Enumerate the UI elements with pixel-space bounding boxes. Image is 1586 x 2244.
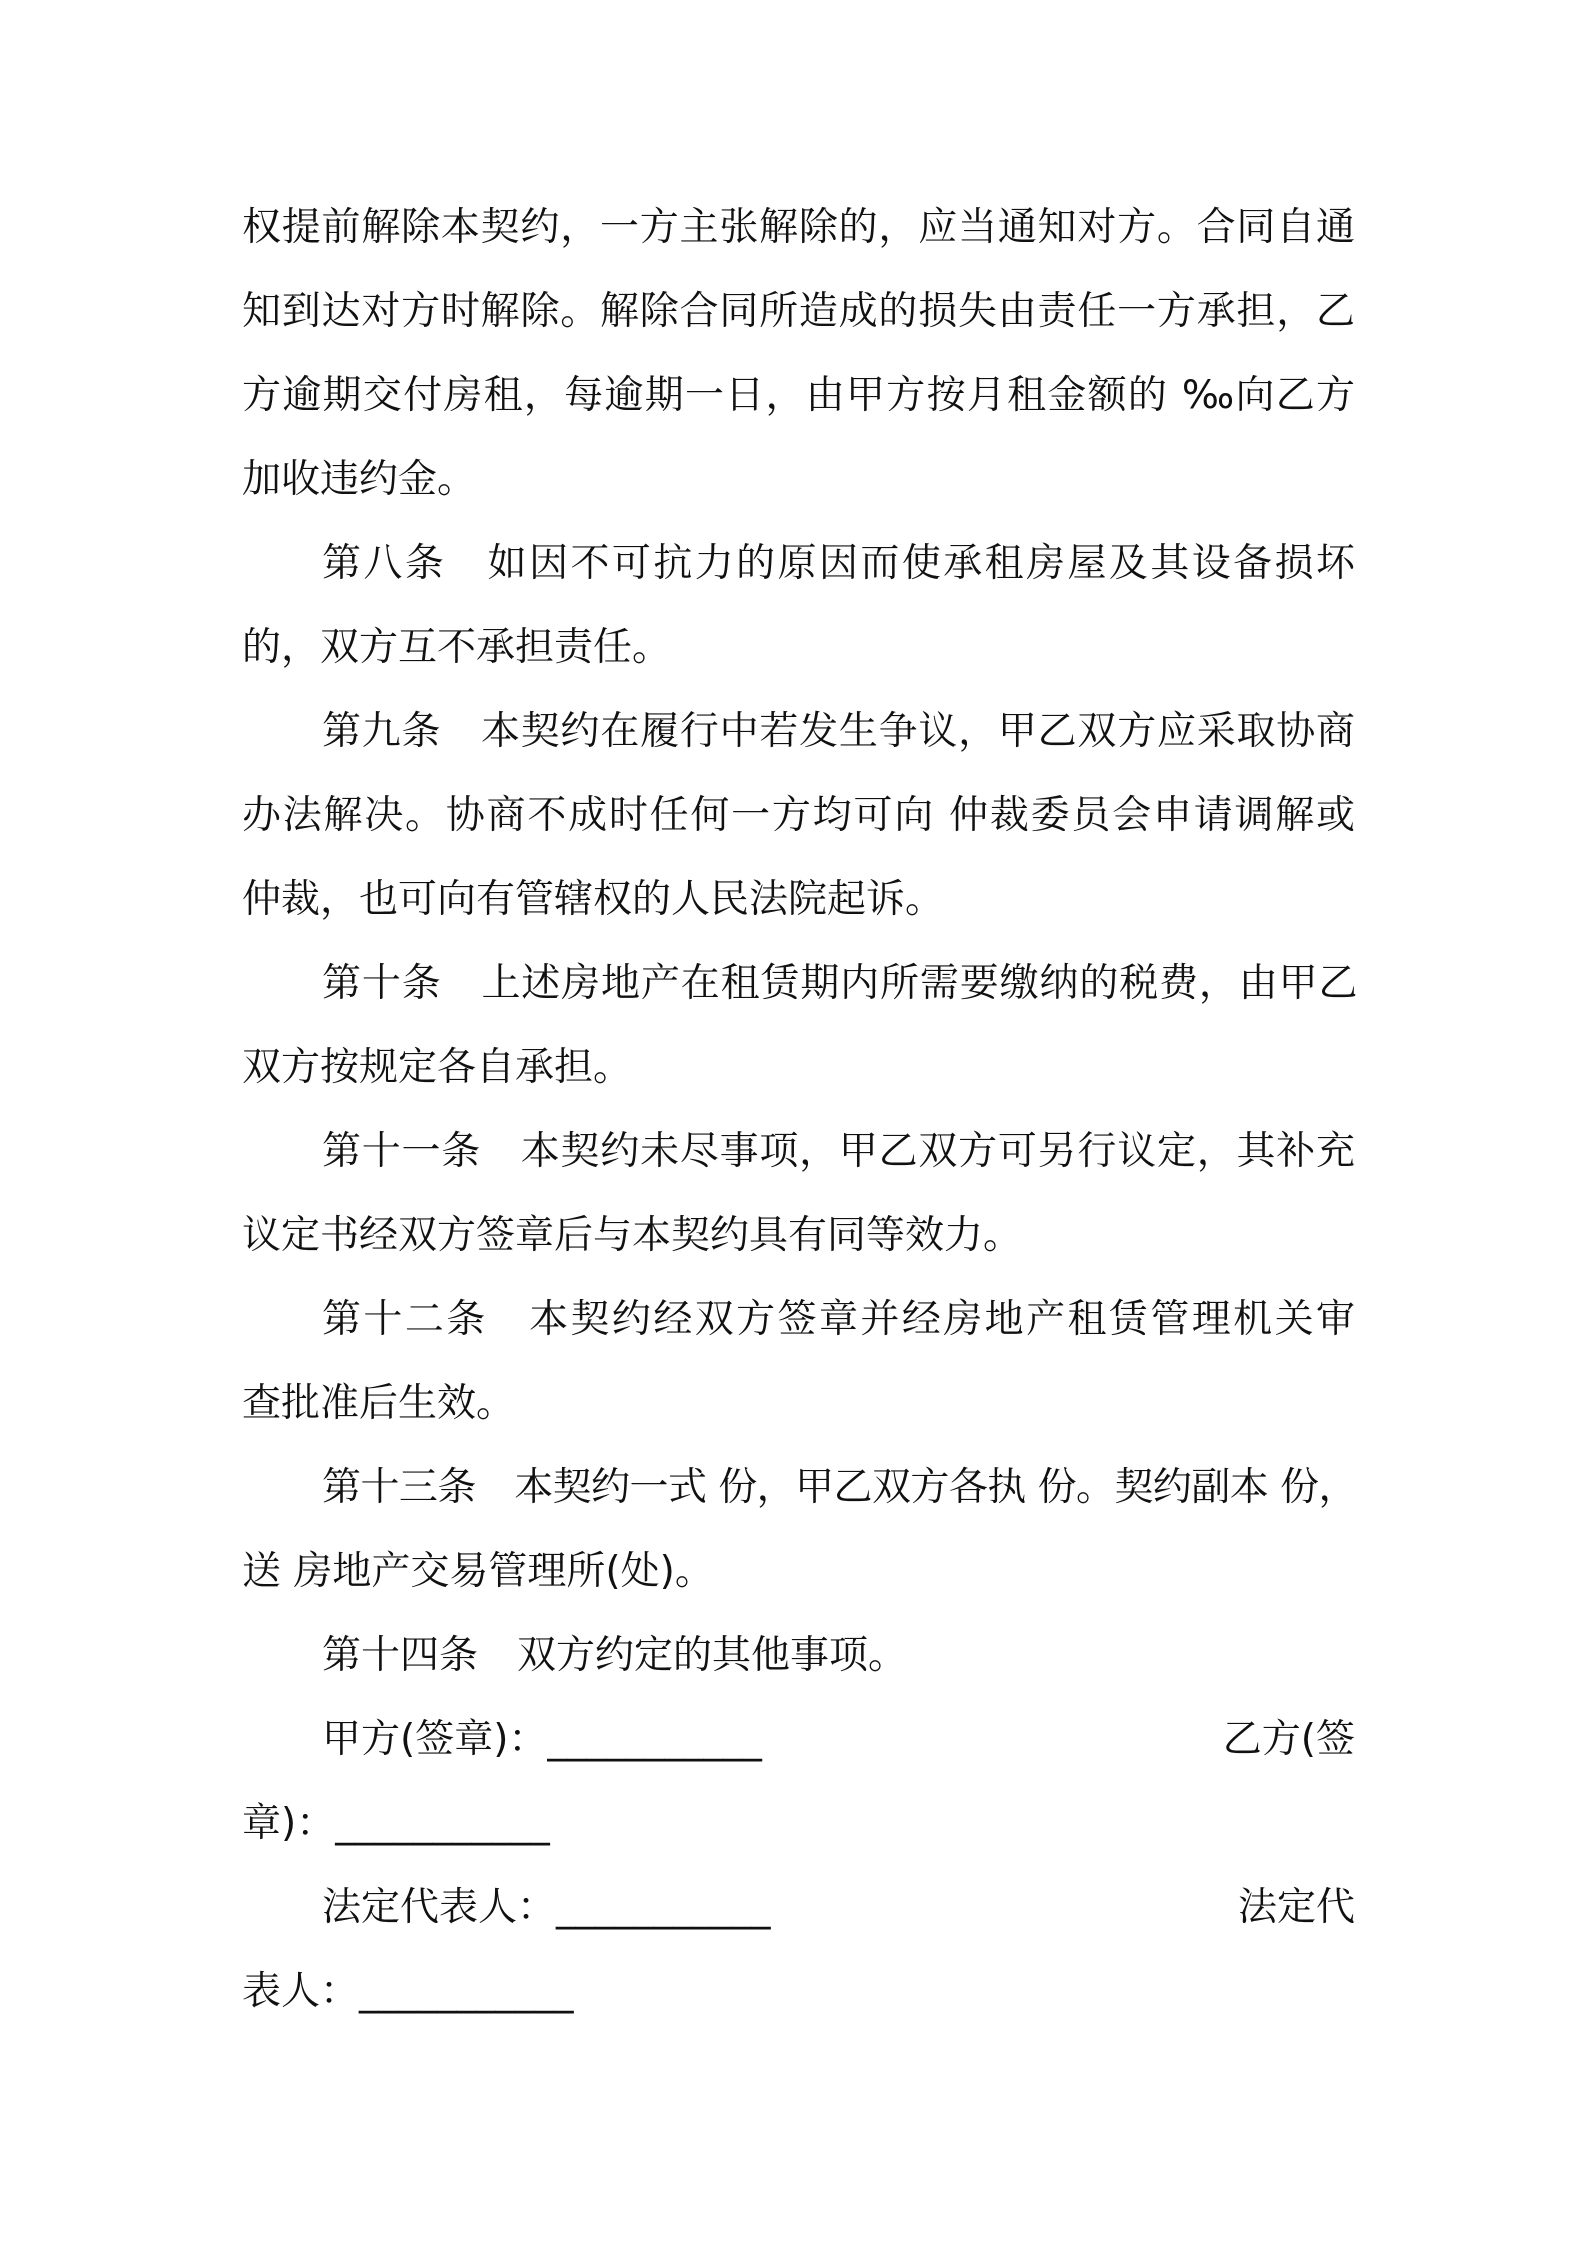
contract-line: 加收违约金。 — [242, 457, 477, 502]
signature-row-party-a — [242, 1698, 1355, 1782]
contract-line: 查批准后生效。 — [242, 1381, 516, 1426]
article-8-heading-line: 第八条 如因不可抗力的原因而使承租房屋及其设备损坏 — [322, 541, 1355, 586]
contract-line: 双方按规定各自承担。 — [242, 1045, 633, 1090]
article-12-heading-line: 第十二条 本契约经双方签章并经房地产租赁管理机关审 — [322, 1297, 1355, 1342]
party-b-representative-field: 表人：___________ — [242, 1969, 574, 2014]
party-a-representative-field: 法定代表人：___________ — [322, 1885, 771, 1930]
party-a-signature-field: 甲方(签章)：___________ — [322, 1717, 762, 1762]
contract-line: 知到达对方时解除。解除合同所造成的损失由责任一方承担，乙 — [242, 289, 1355, 334]
signature-row-party-b — [242, 1782, 1355, 1866]
article-10-heading-line: 第十条 上述房地产在租赁期内所需要缴纳的税费，由甲乙 — [322, 961, 1355, 1006]
contract-line: 方逾期交付房租，每逾期一日，由甲方按月租金额的 ‰向乙方 — [242, 373, 1355, 418]
article-14-heading-line: 第十四条 双方约定的其他事项。 — [322, 1633, 908, 1678]
article-13-heading-line: 第十三条 本契约一式 份，甲乙双方各执 份。契约副本 份， — [322, 1465, 1355, 1510]
contract-line: 的，双方互不承担责任。 — [242, 625, 672, 670]
article-11-heading-line: 第十一条 本契约未尽事项，甲乙双方可另行议定，其补充 — [322, 1129, 1355, 1174]
contract-line: 办法解决。协商不成时任何一方均可向 仲裁委员会申请调解或 — [242, 793, 1355, 838]
party-b-signature-field: 章)：___________ — [242, 1801, 550, 1846]
article-9-heading-line: 第九条 本契约在履行中若发生争议，甲乙双方应采取协商 — [322, 709, 1355, 754]
contract-line: 权提前解除本契约，一方主张解除的，应当通知对方。合同自通 — [242, 205, 1355, 250]
contract-line: 议定书经双方签章后与本契约具有同等效力。 — [242, 1213, 1023, 1258]
contract-line: 仲裁，也可向有管辖权的人民法院起诉。 — [242, 877, 945, 922]
contract-page-body — [242, 186, 1355, 2034]
party-b-representative-label: 法定代 — [1237, 1885, 1355, 1930]
legal-representative-row-a — [242, 1866, 1355, 1950]
party-b-signature-label: 乙方(签 — [1222, 1717, 1355, 1762]
contract-line: 送 房地产交易管理所(处)。 — [242, 1549, 714, 1594]
legal-representative-row-b — [242, 1950, 1355, 2034]
